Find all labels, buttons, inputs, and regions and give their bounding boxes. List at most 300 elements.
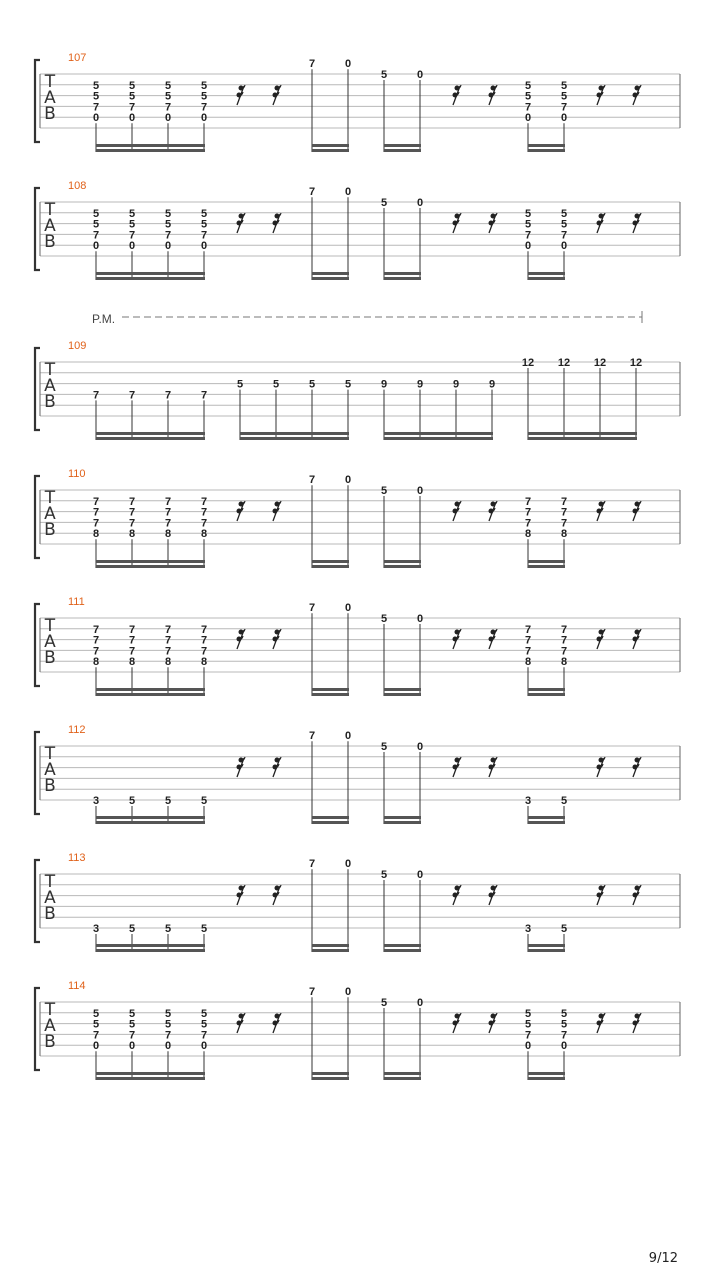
fret-number: 7: [128, 1029, 136, 1042]
fret-number: 0: [416, 997, 424, 1009]
beam: [384, 149, 421, 152]
beam: [96, 272, 205, 275]
fret-number: 7: [524, 506, 532, 519]
fret-number: 7: [200, 506, 208, 519]
beam: [528, 149, 565, 152]
fret-number: 7: [560, 229, 568, 242]
beam: [384, 565, 421, 568]
sixteenth-rest: [597, 757, 606, 777]
beam: [96, 437, 205, 440]
fret-number: 5: [128, 1018, 136, 1031]
tab-clef-letter: B: [44, 648, 56, 668]
fret-number: 7: [92, 506, 100, 519]
sixteenth-rest: [237, 1013, 246, 1033]
system-bracket: [35, 348, 40, 430]
fret-number: 7: [308, 58, 316, 71]
beam: [528, 144, 565, 147]
fret-number: 0: [416, 197, 424, 209]
fret-number: 5: [380, 869, 388, 881]
fret-number: 9: [380, 378, 388, 391]
fret-number: 9: [488, 378, 496, 391]
beam: [312, 1072, 349, 1075]
fret-number: 7: [524, 517, 532, 530]
beam: [96, 693, 205, 696]
fret-number: 7: [200, 229, 208, 242]
fret-number: 7: [164, 495, 172, 508]
fret-number: 9: [452, 378, 460, 391]
fret-number: 7: [164, 634, 172, 647]
measure-number: 108: [68, 180, 87, 192]
beam: [96, 949, 205, 952]
sixteenth-rest: [237, 213, 246, 233]
fret-number: 0: [200, 1040, 208, 1053]
fret-number: 3: [92, 923, 100, 935]
tab-clef-letter: B: [44, 392, 56, 412]
tab-clef-letter: A: [44, 888, 56, 908]
fret-number: 7: [524, 1029, 532, 1042]
fret-number: 7: [164, 623, 172, 636]
fret-number: 0: [92, 1040, 100, 1053]
measure-number: 112: [68, 724, 86, 736]
fret-number: 5: [560, 90, 568, 103]
fret-number: 8: [200, 528, 208, 541]
sixteenth-rest: [633, 1013, 642, 1033]
fret-number: 0: [200, 240, 208, 253]
fret-number: 7: [128, 229, 136, 242]
beam: [528, 277, 565, 280]
beam: [384, 432, 493, 435]
beam: [312, 816, 349, 819]
fret-number: 0: [200, 112, 208, 125]
fret-number: 7: [560, 101, 568, 114]
fret-number: 5: [380, 69, 388, 81]
fret-number: 5: [524, 218, 532, 231]
sixteenth-rest: [633, 85, 642, 105]
fret-number: 8: [92, 656, 100, 669]
beam: [528, 432, 637, 435]
tab-clef-letter: B: [44, 104, 56, 124]
sixteenth-rest: [273, 757, 282, 777]
fret-number: 5: [164, 90, 172, 103]
sixteenth-rest: [489, 213, 498, 233]
fret-number: 7: [200, 623, 208, 636]
palm-mute-label: P.M.: [92, 312, 116, 326]
beam: [384, 277, 421, 280]
system-114: [35, 980, 680, 1080]
fret-number: 0: [128, 112, 136, 125]
fret-number: 8: [560, 528, 568, 541]
fret-number: 5: [200, 218, 208, 231]
fret-number: 7: [164, 517, 172, 530]
system-109: [35, 311, 680, 440]
beam: [384, 688, 421, 691]
fret-number: 7: [308, 730, 316, 743]
fret-number: 0: [416, 613, 424, 625]
fret-number: 5: [380, 197, 388, 209]
beam: [384, 560, 421, 563]
beam: [384, 693, 421, 696]
beam: [384, 272, 421, 275]
fret-number: 5: [92, 1007, 100, 1020]
tab-clef-letter: T: [44, 360, 56, 380]
fret-number: 12: [593, 357, 607, 369]
fret-number: 5: [164, 218, 172, 231]
fret-number: 8: [560, 656, 568, 669]
tab-clef-letter: T: [44, 200, 56, 220]
fret-number: 7: [308, 858, 316, 871]
system-bracket: [35, 60, 40, 142]
sixteenth-rest: [489, 85, 498, 105]
fret-number: 5: [380, 613, 388, 625]
beam: [384, 437, 493, 440]
fret-number: 9: [416, 378, 424, 391]
fret-number: 7: [92, 634, 100, 647]
sixteenth-rest: [273, 629, 282, 649]
fret-number: 7: [524, 101, 532, 114]
system-108: [35, 180, 680, 280]
fret-number: 5: [128, 1007, 136, 1020]
fret-number: 7: [308, 474, 316, 487]
fret-number: 7: [200, 517, 208, 530]
sixteenth-rest: [489, 501, 498, 521]
fret-number: 0: [128, 1040, 136, 1053]
fret-number: 5: [524, 1007, 532, 1020]
fret-number: 7: [200, 495, 208, 508]
fret-number: 5: [560, 207, 568, 220]
fret-number: 5: [200, 207, 208, 220]
sixteenth-rest: [633, 629, 642, 649]
fret-number: 5: [236, 378, 244, 391]
fret-number: 7: [200, 101, 208, 114]
fret-number: 7: [128, 389, 136, 402]
beam: [384, 821, 421, 824]
fret-number: 7: [560, 495, 568, 508]
fret-number: 5: [200, 1007, 208, 1020]
beam: [528, 1077, 565, 1080]
fret-number: 0: [416, 741, 424, 753]
fret-number: 5: [200, 79, 208, 92]
tab-clef-letter: B: [44, 232, 56, 252]
fret-number: 7: [560, 517, 568, 530]
fret-number: 7: [308, 986, 316, 999]
fret-number: 0: [344, 986, 352, 999]
fret-number: 5: [200, 90, 208, 103]
fret-number: 5: [272, 378, 280, 391]
fret-number: 7: [524, 623, 532, 636]
sixteenth-rest: [237, 629, 246, 649]
fret-number: 0: [344, 602, 352, 615]
fret-number: 3: [92, 795, 100, 807]
system-113: [35, 852, 680, 952]
fret-number: 8: [164, 528, 172, 541]
fret-number: 5: [128, 90, 136, 103]
fret-number: 7: [308, 186, 316, 199]
beam: [312, 688, 349, 691]
sixteenth-rest: [453, 885, 462, 905]
sixteenth-rest: [237, 501, 246, 521]
beam: [96, 944, 205, 947]
fret-number: 7: [524, 229, 532, 242]
beam: [528, 821, 565, 824]
fret-number: 12: [629, 357, 643, 369]
tab-clef-letter: B: [44, 776, 56, 796]
fret-number: 0: [92, 112, 100, 125]
fret-number: 0: [524, 1040, 532, 1053]
fret-number: 7: [128, 634, 136, 647]
fret-number: 7: [560, 634, 568, 647]
measure-number: 113: [68, 852, 86, 864]
fret-number: 8: [128, 528, 136, 541]
fret-number: 7: [164, 506, 172, 519]
fret-number: 0: [164, 112, 172, 125]
fret-number: 7: [128, 101, 136, 114]
fret-number: 7: [524, 495, 532, 508]
fret-number: 7: [164, 645, 172, 658]
sixteenth-rest: [597, 629, 606, 649]
system-111: [35, 596, 680, 696]
page-number: 9/12: [648, 1251, 678, 1266]
fret-number: 5: [560, 795, 568, 807]
fret-number: 5: [128, 218, 136, 231]
tab-clef-letter: A: [44, 88, 56, 108]
fret-number: 8: [200, 656, 208, 669]
beam: [312, 560, 349, 563]
beam: [312, 949, 349, 952]
system-bracket: [35, 188, 40, 270]
beam: [528, 560, 565, 563]
fret-number: 7: [560, 623, 568, 636]
sixteenth-rest: [633, 213, 642, 233]
fret-number: 5: [92, 218, 100, 231]
fret-number: 7: [560, 506, 568, 519]
beam: [96, 1072, 205, 1075]
tab-clef-letter: A: [44, 632, 56, 652]
fret-number: 7: [92, 1029, 100, 1042]
fret-number: 5: [200, 923, 208, 935]
fret-number: 7: [164, 229, 172, 242]
fret-number: 0: [560, 112, 568, 125]
fret-number: 8: [524, 528, 532, 541]
beam: [96, 1077, 205, 1080]
fret-number: 0: [344, 858, 352, 871]
fret-number: 5: [92, 1018, 100, 1031]
fret-number: 5: [164, 207, 172, 220]
measure-number: 107: [68, 52, 87, 64]
fret-number: 8: [524, 656, 532, 669]
fret-number: 5: [308, 378, 316, 391]
sixteenth-rest: [273, 213, 282, 233]
tab-clef-letter: A: [44, 216, 56, 236]
beam: [96, 688, 205, 691]
fret-number: 0: [560, 1040, 568, 1053]
fret-number: 5: [200, 795, 208, 807]
sixteenth-rest: [273, 885, 282, 905]
beam: [528, 693, 565, 696]
fret-number: 7: [560, 645, 568, 658]
beam: [384, 144, 421, 147]
fret-number: 7: [308, 602, 316, 615]
tab-clef-letter: T: [44, 1000, 56, 1020]
fret-number: 0: [416, 485, 424, 497]
fret-number: 7: [560, 1029, 568, 1042]
fret-number: 8: [92, 528, 100, 541]
system-bracket: [35, 476, 40, 558]
fret-number: 0: [128, 240, 136, 253]
fret-number: 7: [200, 634, 208, 647]
fret-number: 5: [560, 1007, 568, 1020]
sixteenth-rest: [453, 213, 462, 233]
beam: [312, 944, 349, 947]
beam: [96, 816, 205, 819]
fret-number: 5: [380, 997, 388, 1009]
system-bracket: [35, 988, 40, 1070]
fret-number: 7: [92, 645, 100, 658]
fret-number: 7: [524, 634, 532, 647]
tab-clef-letter: A: [44, 504, 56, 524]
sixteenth-rest: [597, 85, 606, 105]
fret-number: 5: [164, 79, 172, 92]
sixteenth-rest: [237, 85, 246, 105]
tab-clef-letter: B: [44, 904, 56, 924]
fret-number: 7: [164, 1029, 172, 1042]
fret-number: 5: [164, 795, 172, 807]
fret-number: 5: [92, 207, 100, 220]
sixteenth-rest: [633, 757, 642, 777]
fret-number: 3: [524, 923, 532, 935]
sixteenth-rest: [453, 629, 462, 649]
fret-number: 0: [344, 186, 352, 199]
fret-number: 0: [92, 240, 100, 253]
fret-number: 5: [344, 378, 352, 391]
beam: [96, 560, 205, 563]
fret-number: 0: [524, 240, 532, 253]
fret-number: 7: [200, 389, 208, 402]
beam: [96, 432, 205, 435]
beam: [96, 821, 205, 824]
system-bracket: [35, 732, 40, 814]
fret-number: 8: [164, 656, 172, 669]
fret-number: 5: [380, 741, 388, 753]
fret-number: 5: [200, 1018, 208, 1031]
beam: [384, 1072, 421, 1075]
fret-number: 7: [92, 623, 100, 636]
sixteenth-rest: [273, 85, 282, 105]
sixteenth-rest: [597, 501, 606, 521]
measure-number: 110: [68, 468, 86, 480]
sixteenth-rest: [597, 1013, 606, 1033]
fret-number: 3: [524, 795, 532, 807]
beam: [528, 565, 565, 568]
fret-number: 7: [128, 645, 136, 658]
sixteenth-rest: [489, 885, 498, 905]
sixteenth-rest: [597, 213, 606, 233]
fret-number: 5: [164, 1018, 172, 1031]
beam: [528, 688, 565, 691]
fret-number: 0: [164, 1040, 172, 1053]
fret-number: 0: [416, 869, 424, 881]
fret-number: 12: [557, 357, 571, 369]
measure-number: 111: [68, 596, 85, 608]
fret-number: 7: [92, 389, 100, 402]
system-107: [35, 52, 680, 152]
fret-number: 5: [128, 795, 136, 807]
fret-number: 5: [128, 79, 136, 92]
fret-number: 5: [164, 923, 172, 935]
fret-number: 0: [344, 58, 352, 71]
fret-number: 5: [524, 1018, 532, 1031]
fret-number: 7: [164, 101, 172, 114]
beam: [312, 693, 349, 696]
fret-number: 0: [560, 240, 568, 253]
fret-number: 0: [164, 240, 172, 253]
fret-number: 5: [560, 1018, 568, 1031]
beam: [528, 272, 565, 275]
sixteenth-rest: [237, 757, 246, 777]
fret-number: 7: [92, 229, 100, 242]
fret-number: 5: [164, 1007, 172, 1020]
measure-number: 109: [68, 340, 87, 352]
beam: [240, 437, 349, 440]
tab-clef-letter: A: [44, 760, 56, 780]
sixteenth-rest: [273, 1013, 282, 1033]
fret-number: 5: [560, 218, 568, 231]
beam: [312, 1077, 349, 1080]
fret-number: 0: [416, 69, 424, 81]
sixteenth-rest: [453, 1013, 462, 1033]
sixteenth-rest: [489, 757, 498, 777]
beam: [528, 816, 565, 819]
tab-clef-letter: T: [44, 872, 56, 892]
tab-clef-letter: B: [44, 1032, 56, 1052]
fret-number: 7: [524, 645, 532, 658]
fret-number: 5: [560, 923, 568, 935]
fret-number: 7: [92, 495, 100, 508]
tab-clef-letter: T: [44, 616, 56, 636]
fret-number: 7: [92, 101, 100, 114]
system-bracket: [35, 604, 40, 686]
sixteenth-rest: [489, 1013, 498, 1033]
sixteenth-rest: [237, 885, 246, 905]
fret-number: 7: [128, 495, 136, 508]
tab-clef-letter: T: [44, 72, 56, 92]
sixteenth-rest: [273, 501, 282, 521]
tab-clef-letter: T: [44, 744, 56, 764]
tab-clef-letter: A: [44, 376, 56, 396]
fret-number: 7: [164, 389, 172, 402]
sixteenth-rest: [453, 757, 462, 777]
fret-number: 8: [128, 656, 136, 669]
beam: [240, 432, 349, 435]
beam: [528, 437, 637, 440]
beam: [384, 949, 421, 952]
fret-number: 5: [92, 79, 100, 92]
fret-number: 5: [380, 485, 388, 497]
fret-number: 0: [344, 474, 352, 487]
fret-number: 12: [521, 357, 535, 369]
fret-number: 7: [200, 1029, 208, 1042]
beam: [528, 944, 565, 947]
beam: [312, 565, 349, 568]
beam: [96, 149, 205, 152]
fret-number: 7: [128, 517, 136, 530]
fret-number: 7: [128, 506, 136, 519]
sixteenth-rest: [489, 629, 498, 649]
beam: [312, 821, 349, 824]
sixteenth-rest: [597, 885, 606, 905]
beam: [384, 1077, 421, 1080]
fret-number: 7: [200, 645, 208, 658]
sixteenth-rest: [633, 885, 642, 905]
